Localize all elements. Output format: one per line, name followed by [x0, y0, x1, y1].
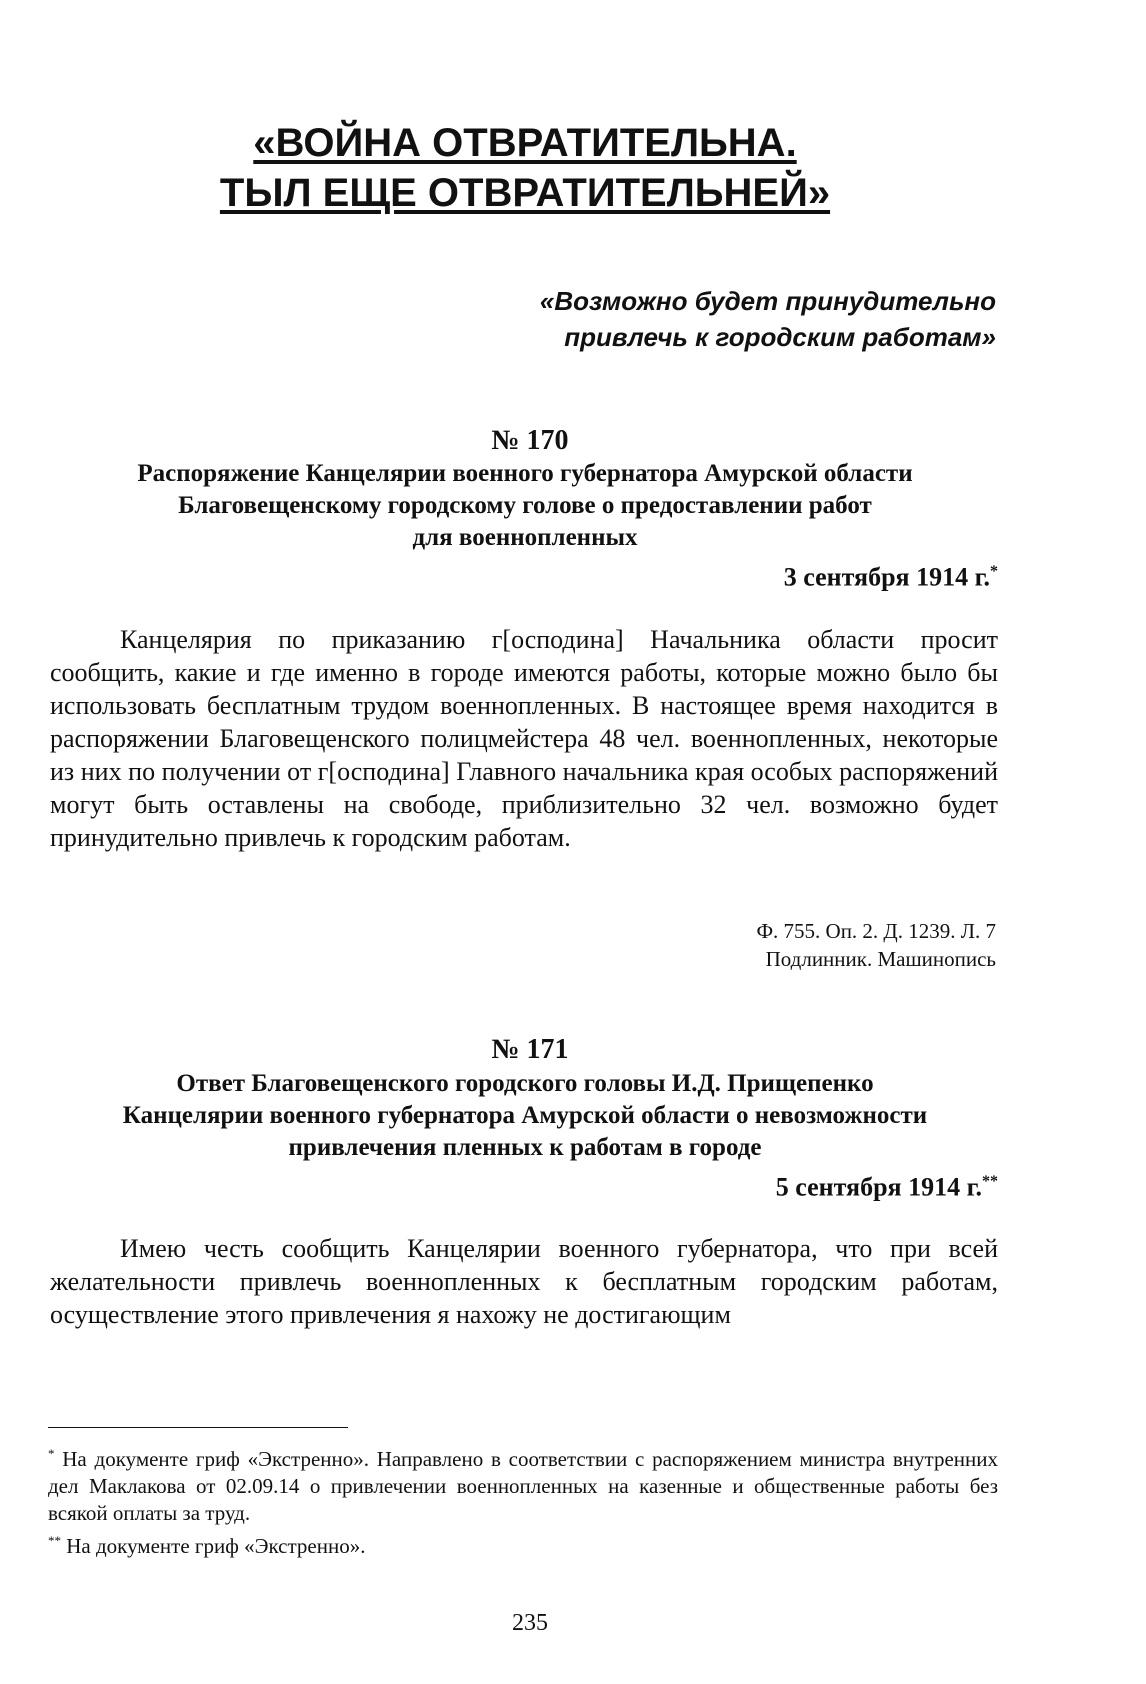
footnote [48, 1527, 998, 1560]
footnote-ref[interactable]: * [990, 563, 998, 580]
epigraph-line-2: привлечь к городским работам» [564, 322, 996, 352]
chapter-title-line-2: ТЫЛ ЕЩЕ ОТВРАТИТЕЛЬНЕЙ» [219, 171, 831, 215]
document-number: № 170 [491, 425, 569, 456]
chapter-title [200, 118, 850, 218]
footnote [48, 1440, 998, 1527]
footnote-mark: ** [48, 1533, 61, 1548]
archive-reference-line-2: Подлинник. Машинопись [765, 947, 996, 971]
document-date-text: 3 сентября 1914 г. [783, 562, 990, 592]
document-body: Имею честь сообщить Канцелярии военного губернатора, что при всей желательности привлечь военнопленных к бесплатным городским работам, осуществление этого привлечения я нахожу не достигающим [50, 1234, 998, 1329]
document-date [784, 556, 998, 594]
document-heading-line-1: Распоряжение Канцелярии военного губернатора Амурской области [137, 460, 913, 487]
document-body: Канцелярия по приказанию г[осподина] Начальника области просит сообщить, какие и где именно в городе имеются работы, которые можно было бы использовать бесплатным трудом военнопленных. В настоящее время находится в распоряжении Благовещенского полицмейстера 48 чел. военнопленных, некоторые из них по получении от г[осподина] Главного начальника края особых распоряжений могут быть оставлены на свободе, приблизительно 32 чел. возможно будет принудительно привлечь к городским работам. [50, 625, 998, 852]
document-heading-line-1: Ответ Благовещенского городского головы И.Д. Прищепенко [176, 1070, 874, 1097]
footnote-text: На документе гриф «Экстренно». Направлено в соответствии с распоряжением министра внутренних дел Маклакова от 02.09.14 о привлечении военнопленных на казенные и общественные работы без всякой оплаты за труд. [48, 1447, 999, 1525]
document-date [776, 1166, 998, 1204]
document-heading-line-2: Благовещенскому городскому голове о предоставлении работ [178, 492, 872, 519]
document-heading [50, 1068, 1000, 1164]
archive-reference [756, 917, 996, 973]
footnotes [48, 1440, 998, 1560]
document-heading-line-3: для военнопленных [412, 524, 638, 551]
document-heading-line-2: Канцелярии военного губернатора Амурской области о невозможности [122, 1102, 928, 1129]
footnote-text: На документе гриф «Экстренно». [66, 1534, 366, 1558]
archive-reference-line-1: Ф. 755. Оп. 2. Д. 1239. Л. 7 [756, 919, 996, 943]
chapter-title-line-1: «ВОЙНА ОТВРАТИТЕЛЬНА. [253, 121, 797, 165]
epigraph-line-1: «Возможно будет принудительно [539, 286, 996, 316]
footnote-ref[interactable]: ** [982, 1173, 998, 1190]
document-date-text: 5 сентября 1914 г. [775, 1172, 982, 1202]
footnote-mark: * [48, 1446, 55, 1461]
footnote-divider [48, 1427, 348, 1428]
epigraph [436, 283, 996, 355]
document-heading-line-3: привлечения пленных к работам в городе [288, 1134, 762, 1161]
page-number: 235 [512, 1610, 548, 1636]
document-number: № 171 [491, 1034, 569, 1065]
document-heading [50, 458, 1000, 554]
